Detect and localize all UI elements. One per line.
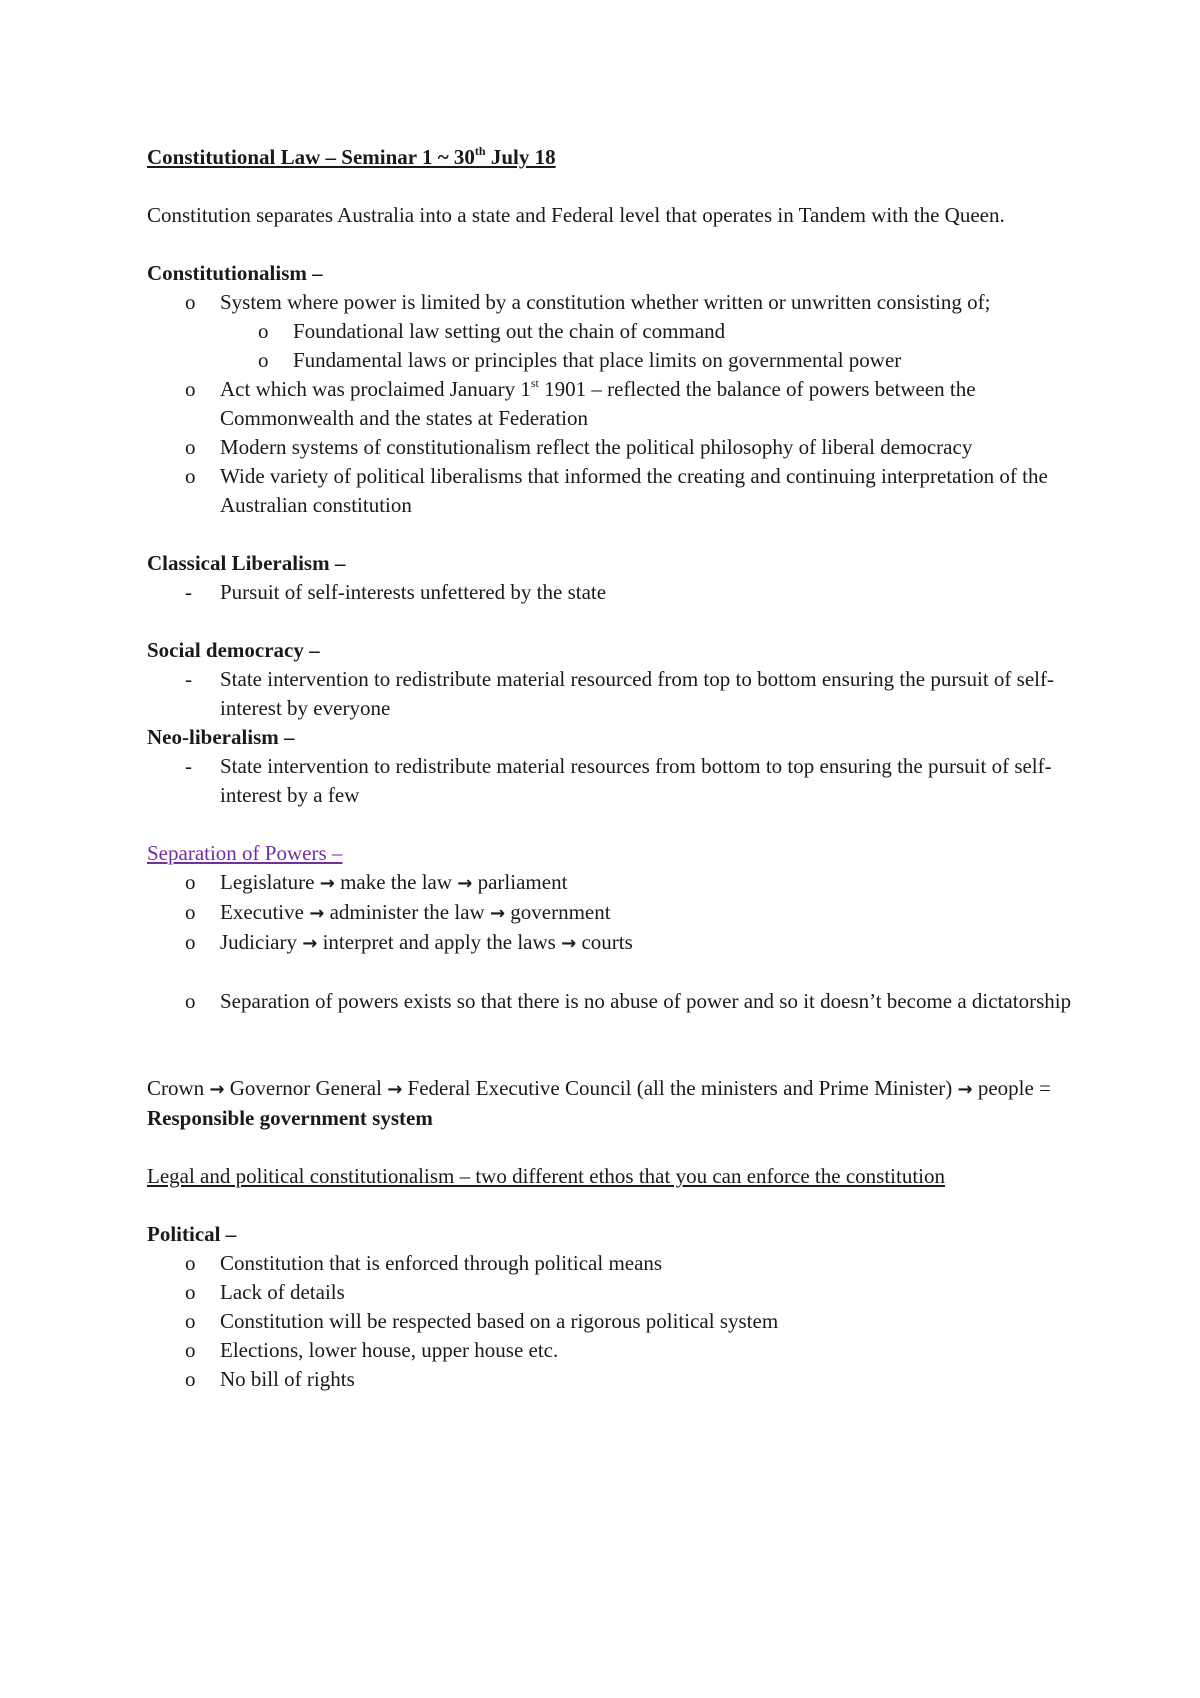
page-title	[147, 143, 1072, 172]
circle-bullet-icon: o	[185, 290, 196, 314]
list-item-text: administer the law	[324, 900, 490, 924]
list-item-text: Modern systems of constitutionalism reflect the political philosophy of liberal democracy	[220, 435, 973, 459]
title-tail: July 18	[485, 145, 556, 169]
constitutionalism-list	[147, 288, 1072, 317]
list-item	[147, 288, 1072, 317]
list-item-text: government	[505, 900, 611, 924]
circle-bullet-icon: o	[185, 930, 196, 954]
list-item	[147, 928, 1072, 958]
list-item-text: Lack of details	[220, 1280, 345, 1304]
right-arrow-icon: →	[457, 873, 473, 894]
right-arrow-icon: →	[561, 933, 577, 954]
dash-bullet-icon: -	[185, 667, 192, 691]
circle-bullet-icon: o	[185, 1309, 196, 1333]
list-item	[220, 346, 1072, 375]
list-item	[147, 578, 1072, 607]
circle-bullet-icon: o	[185, 1367, 196, 1391]
list-item	[147, 462, 1072, 520]
chain-text: Governor General	[224, 1076, 388, 1100]
document-body	[147, 143, 1072, 1394]
right-arrow-icon: →	[957, 1079, 973, 1100]
right-arrow-icon: →	[319, 873, 335, 894]
date-superscript: st	[530, 376, 539, 390]
heading-constitutionalism: Constitutionalism –	[147, 261, 323, 285]
list-item	[147, 1278, 1072, 1307]
chain-text: Crown	[147, 1076, 210, 1100]
chain-bold-text: Responsible government system	[147, 1106, 433, 1130]
dash-bullet-icon: -	[185, 754, 192, 778]
list-item-text: Act which was proclaimed January 1	[220, 377, 531, 401]
chain-text: Federal Executive Council (all the ministers and Prime Minister)	[402, 1076, 958, 1100]
right-arrow-icon: →	[309, 903, 325, 924]
list-item	[220, 317, 1072, 346]
circle-bullet-icon: o	[185, 900, 196, 924]
list-item-text: Elections, lower house, upper house etc.	[220, 1338, 559, 1362]
responsible-government-chain	[147, 1074, 1072, 1133]
list-item	[147, 1365, 1072, 1394]
list-item-text: make the law	[334, 870, 458, 894]
list-item-text: Constitution that is enforced through political means	[220, 1251, 663, 1275]
heading-classical-liberalism: Classical Liberalism –	[147, 551, 346, 575]
list-item	[147, 1336, 1072, 1365]
separation-note-list	[147, 987, 1072, 1016]
list-item-text: Fundamental laws or principles that place limits on governmental power	[293, 348, 902, 372]
social-list	[147, 665, 1072, 723]
right-arrow-icon: →	[489, 903, 506, 924]
list-item-text-tail: 1901 – reflected the balance of powers between the Commonwealth and the states at Federation	[220, 377, 976, 430]
list-item-text: Pursuit of self-interests unfettered by the state	[220, 580, 607, 604]
list-item-text: State intervention to redistribute material resources from bottom to top ensuring the pursuit of self-interest by a few	[220, 754, 1052, 807]
list-item-text: Executive	[220, 900, 310, 924]
neo-list	[147, 752, 1072, 810]
list-item	[147, 375, 1072, 433]
list-item-text: State intervention to redistribute material resourced from top to bottom ensuring the pursuit of self-interest by everyone	[220, 667, 1054, 720]
list-item	[147, 665, 1072, 723]
heading-social-democracy: Social democracy –	[147, 638, 320, 662]
circle-bullet-icon: o	[185, 377, 196, 401]
list-item-text: Foundational law setting out the chain of command	[293, 319, 726, 343]
circle-bullet-icon: o	[185, 435, 196, 459]
right-arrow-icon: →	[209, 1079, 225, 1100]
right-arrow-icon: →	[387, 1079, 403, 1100]
list-item	[147, 752, 1072, 810]
circle-bullet-icon: o	[185, 1251, 196, 1275]
heading-political: Political –	[147, 1222, 237, 1246]
circle-bullet-icon: o	[185, 989, 196, 1013]
heading-neo-liberalism: Neo-liberalism –	[147, 725, 295, 749]
legal-political-heading: Legal and political constitutionalism – two different ethos that you can enforce the constitution	[147, 1164, 945, 1188]
list-item-text: Wide variety of political liberalisms that informed the creating and continuing interpretation of the Australian constitution	[220, 464, 1048, 517]
list-item-text: Judiciary	[220, 930, 303, 954]
classical-list	[147, 578, 1072, 607]
title-text: Constitutional Law – Seminar 1 ~ 30	[147, 145, 475, 169]
circle-bullet-icon: o	[185, 1338, 196, 1362]
political-list	[147, 1249, 1072, 1394]
list-item-text: interpret and apply the laws	[317, 930, 562, 954]
constitutionalism-sublist	[220, 317, 1072, 375]
circle-bullet-icon: o	[258, 319, 269, 343]
circle-bullet-icon: o	[185, 870, 196, 894]
circle-bullet-icon: o	[185, 464, 196, 488]
list-item	[147, 868, 1072, 898]
heading-separation-of-powers[interactable]: Separation of Powers –	[147, 841, 343, 865]
list-item-text: Legislature	[220, 870, 320, 894]
right-arrow-icon: →	[302, 933, 318, 954]
chain-text: people =	[972, 1076, 1051, 1100]
separation-list	[147, 868, 1072, 958]
dash-bullet-icon: -	[185, 580, 192, 604]
list-item-text: courts	[576, 930, 633, 954]
title-superscript: th	[474, 144, 486, 158]
list-item	[147, 1249, 1072, 1278]
list-item-text: parliament	[472, 870, 568, 894]
list-item-text: Constitution will be respected based on a rigorous political system	[220, 1309, 779, 1333]
list-item	[147, 1307, 1072, 1336]
constitutionalism-list-continued	[147, 375, 1072, 520]
intro-paragraph: Constitution separates Australia into a state and Federal level that operates in Tandem with the Queen.	[147, 203, 1005, 227]
list-item-text: System where power is limited by a constitution whether written or unwritten consisting of;	[220, 290, 991, 314]
list-item	[147, 898, 1072, 928]
circle-bullet-icon: o	[258, 348, 269, 372]
list-item	[147, 987, 1072, 1016]
list-item-text: No bill of rights	[220, 1367, 355, 1391]
list-item	[147, 433, 1072, 462]
list-item-text: Separation of powers exists so that there is no abuse of power and so it doesn’t become a dictatorship	[220, 989, 1072, 1013]
circle-bullet-icon: o	[185, 1280, 196, 1304]
